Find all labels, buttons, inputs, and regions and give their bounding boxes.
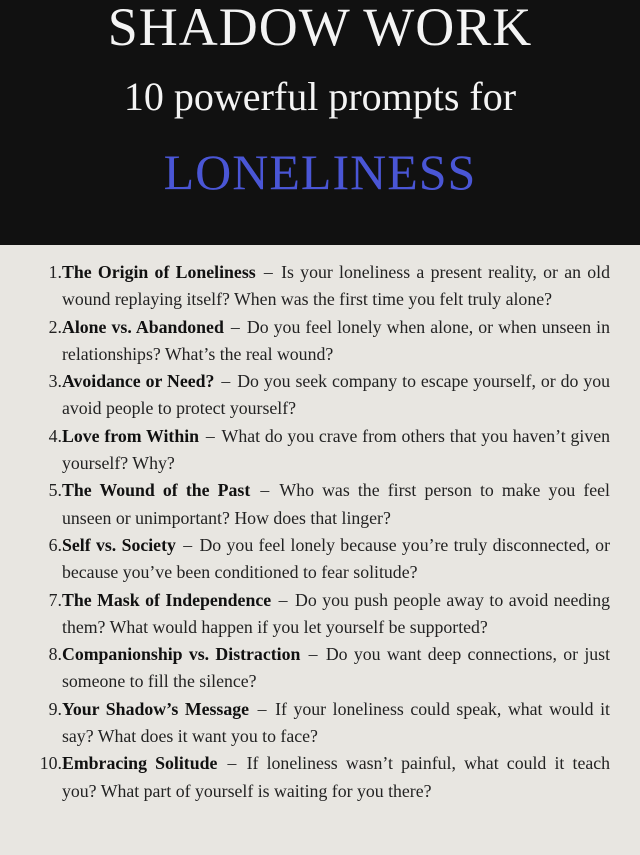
prompt-text bbox=[62, 587, 610, 642]
prompt-title: Self vs. Society bbox=[62, 534, 176, 555]
prompt-item bbox=[32, 314, 610, 369]
prompt-item bbox=[32, 423, 610, 478]
prompt-separator: – bbox=[302, 644, 324, 665]
prompt-number: 3. bbox=[48, 371, 62, 392]
prompt-title: The Wound of the Past bbox=[62, 480, 251, 501]
prompt-item bbox=[32, 641, 610, 696]
prompt-text bbox=[62, 750, 610, 805]
prompt-body: Do you want deep connections, or just someone to fill the silence? bbox=[62, 644, 611, 692]
prompt-item bbox=[32, 587, 610, 642]
page-subtitle: 10 powerful prompts for bbox=[123, 74, 517, 119]
prompt-text bbox=[62, 641, 610, 696]
prompt-text bbox=[62, 532, 610, 587]
prompt-number: 5. bbox=[48, 480, 62, 501]
prompt-title: Companionship vs. Distraction bbox=[62, 644, 301, 665]
prompt-title: The Mask of Independence bbox=[62, 589, 272, 610]
prompt-title: Love from Within bbox=[62, 425, 200, 446]
prompt-text bbox=[62, 259, 610, 314]
topic-heading: LONELINESS bbox=[163, 144, 477, 200]
prompt-item bbox=[32, 368, 610, 423]
prompt-body: What do you crave from others that you haven’t given yourself? Why? bbox=[62, 425, 610, 474]
prompt-text bbox=[62, 477, 610, 532]
prompt-content bbox=[0, 245, 640, 855]
prompt-separator: – bbox=[177, 534, 198, 555]
prompt-number: 9. bbox=[48, 698, 62, 719]
prompt-text bbox=[62, 314, 610, 369]
prompt-number: 8. bbox=[48, 644, 62, 665]
header-banner bbox=[0, 0, 640, 245]
prompt-separator: – bbox=[273, 589, 294, 610]
prompt-title: Your Shadow’s Message bbox=[62, 698, 250, 719]
prompt-title: Embracing Solitude bbox=[62, 753, 218, 774]
prompt-item bbox=[32, 259, 610, 314]
page-title: SHADOW WORK bbox=[107, 0, 533, 57]
prompt-title: The Origin of Loneliness bbox=[62, 262, 256, 282]
prompt-number: 10. bbox=[39, 753, 62, 774]
prompt-text bbox=[62, 696, 610, 751]
prompt-separator: – bbox=[257, 262, 280, 282]
prompt-number: 7. bbox=[48, 589, 62, 610]
prompt-title: Avoidance or Need? bbox=[62, 371, 215, 392]
prompt-separator: – bbox=[252, 480, 278, 501]
prompt-body: If loneliness wasn’t painful, what could it teach you? What part of yourself is waiting for you there? bbox=[62, 753, 611, 801]
prompt-separator: – bbox=[225, 316, 245, 337]
prompt-list bbox=[32, 259, 610, 805]
prompt-body: Who was the first person to make you feel unseen or unimportant? How does that linger? bbox=[62, 480, 610, 528]
prompt-body: Do you feel lonely because you’re truly disconnected, or because you’ve been conditioned to fear solitude? bbox=[62, 534, 610, 583]
prompt-item bbox=[32, 477, 610, 532]
prompt-number: 6. bbox=[48, 534, 62, 555]
prompt-number: 2. bbox=[48, 316, 62, 337]
prompt-separator: – bbox=[216, 371, 236, 392]
prompt-number: 4. bbox=[48, 425, 62, 446]
prompt-item bbox=[32, 532, 610, 587]
prompt-separator: – bbox=[201, 425, 220, 446]
prompt-body: Is your loneliness a present reality, or an old wound replaying itself? When was the first time you felt truly alone? bbox=[62, 262, 610, 310]
prompt-separator: – bbox=[219, 753, 245, 774]
prompt-body: If your loneliness could speak, what would it say? What does it want you to face? bbox=[62, 698, 610, 747]
prompt-title: Alone vs. Abandoned bbox=[62, 316, 224, 337]
prompt-text bbox=[62, 423, 610, 478]
prompt-text bbox=[62, 368, 610, 423]
prompt-body: Do you feel lonely when alone, or when unseen in relationships? What’s the real wound? bbox=[62, 316, 610, 364]
prompt-body: Do you seek company to escape yourself, or do you avoid people to protect yourself? bbox=[62, 371, 610, 419]
prompt-separator: – bbox=[251, 698, 274, 719]
prompt-item bbox=[32, 696, 610, 751]
prompt-item bbox=[32, 750, 610, 805]
prompt-body: Do you push people away to avoid needing them? What would happen if you let yourself be supported? bbox=[62, 589, 610, 637]
prompt-number: 1. bbox=[48, 262, 62, 282]
